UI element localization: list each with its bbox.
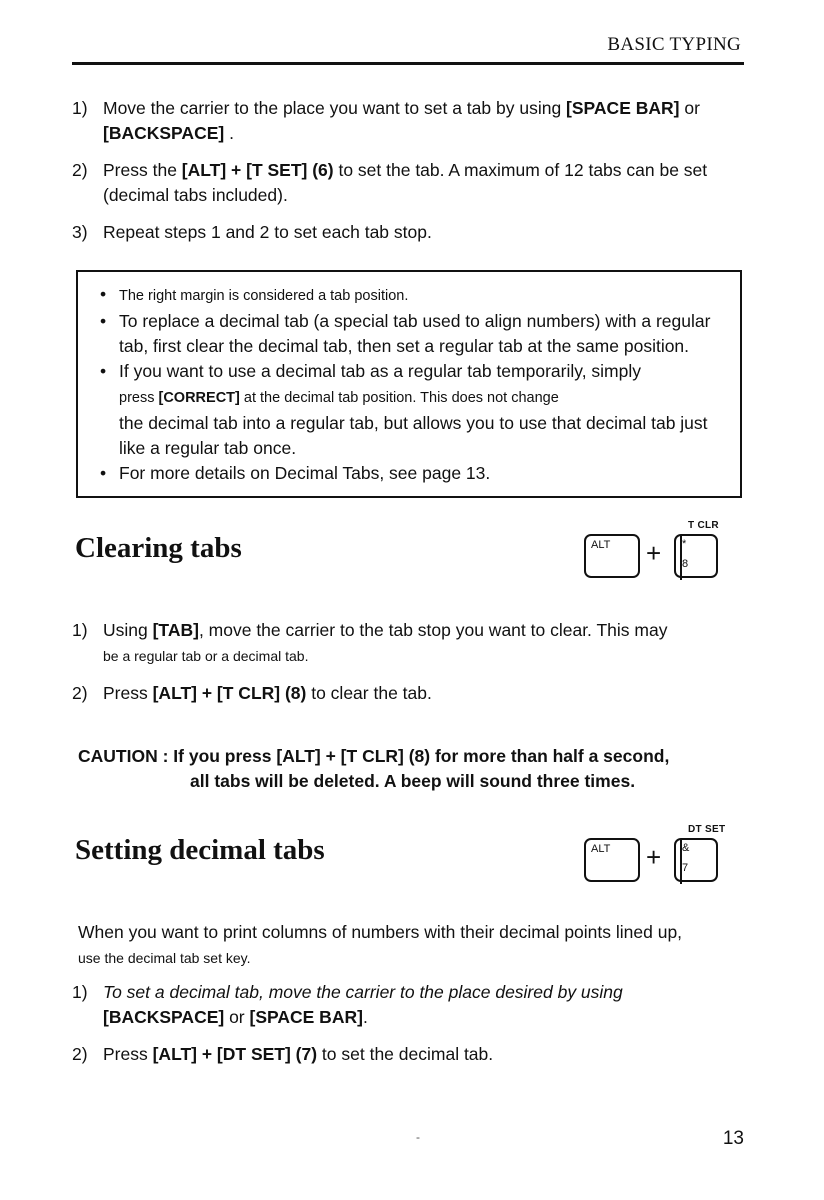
list-item <box>72 96 752 146</box>
note-text: at the decimal tab position. This does not change <box>239 390 559 406</box>
section-title-decimal: Setting decimal tabs <box>75 834 325 866</box>
key-reference: [SPACE BAR] <box>249 1007 363 1027</box>
alt-key-icon <box>584 534 640 578</box>
caution-text: all tabs will be deleted. A beep will sound three times. <box>190 771 636 791</box>
key-reference: [ALT] + [T CLR] (8) <box>152 683 307 703</box>
decimal-tab-steps <box>72 980 752 1067</box>
step-text: . <box>362 1007 368 1027</box>
step-text: be a regular tab or a decimal tab. <box>103 648 309 664</box>
key-combo-dt-set <box>584 824 744 886</box>
key-reference: [ALT] + [T SET] (6) <box>181 160 334 180</box>
step-text: Press the <box>103 160 182 180</box>
bullet: • <box>100 463 107 483</box>
caution-text: If you press [ALT] + [T CLR] (8) for more than half a second, <box>173 746 670 766</box>
key-label: & <box>682 842 690 854</box>
plus-sign: + <box>646 538 662 568</box>
key-reference: [SPACE BAR] <box>566 98 680 118</box>
clear-tab-steps <box>72 618 752 706</box>
caution-notice <box>78 744 768 794</box>
step-text: Using <box>103 620 153 640</box>
key-8-icon <box>674 534 718 578</box>
list-item <box>72 980 752 1030</box>
step-text: . <box>224 123 234 143</box>
list-item <box>100 309 730 359</box>
note-text: The right margin is considered a tab position. <box>119 288 409 304</box>
list-item <box>100 359 730 461</box>
running-header: BASIC TYPING <box>607 34 741 55</box>
note-text: For more details on Decimal Tabs, see page 13. <box>119 463 491 483</box>
list-item <box>72 158 752 208</box>
bullet: • <box>100 284 107 304</box>
step-number: 1) <box>72 98 88 118</box>
header-rule <box>72 62 744 65</box>
step-number: 1) <box>72 620 88 640</box>
list-item <box>72 618 752 669</box>
step-text: to clear the tab. <box>306 683 432 703</box>
step-text: or <box>679 98 700 118</box>
key-reference: [BACKSPACE] <box>103 123 225 143</box>
key-reference: [CORRECT] <box>158 390 240 406</box>
note-box <box>76 270 742 498</box>
step-text: To set a decimal tab, move the carrier to the place desired by using <box>103 982 623 1002</box>
step-text: or <box>224 1007 250 1027</box>
step-text: to set the tab. A maximum of 12 tabs can be set (decimal tabs included). <box>103 160 708 205</box>
key-label: ALT <box>591 539 611 551</box>
key-label: 8 <box>682 558 689 570</box>
section-title-clearing: Clearing tabs <box>75 532 242 564</box>
note-text: the decimal tab into a regular tab, but allows you to use that decimal tab just like a regular tab once. <box>119 413 708 458</box>
list-item <box>100 282 730 309</box>
note-text: If you want to use a decimal tab as a regular tab temporarily, simply <box>119 361 642 381</box>
step-number: 2) <box>72 160 88 180</box>
key-label: ALT <box>591 843 611 855</box>
key-reference: [ALT] + [DT SET] (7) <box>152 1044 318 1064</box>
key-label: * <box>682 538 687 550</box>
list-item <box>72 681 752 706</box>
intro-text: When you want to print columns of numbers with their decimal points lined up, <box>78 922 683 942</box>
decimal-intro <box>78 920 758 971</box>
set-tab-steps <box>72 96 752 245</box>
step-text: Move the carrier to the place you want to set a tab by using <box>103 98 567 118</box>
bullet: • <box>100 311 107 331</box>
step-text: , move the carrier to the tab stop you want to clear. This may <box>198 620 668 640</box>
key-reference: [BACKSPACE] <box>103 1007 225 1027</box>
step-text: Press <box>103 1044 153 1064</box>
step-number: 2) <box>72 683 88 703</box>
note-text: press <box>119 390 159 406</box>
intro-text: use the decimal tab set key. <box>78 950 251 966</box>
step-number: 2) <box>72 1044 88 1064</box>
step-text: to set the decimal tab. <box>317 1044 494 1064</box>
key-caption: DT SET <box>688 824 726 835</box>
list-item <box>72 1042 752 1067</box>
key-combo-t-clr <box>584 520 744 582</box>
step-number: 1) <box>72 982 88 1002</box>
page-number: 13 <box>722 1128 744 1149</box>
key-caption: T CLR <box>688 520 719 531</box>
key-7-icon <box>674 838 718 882</box>
footer-mark: - <box>416 1130 420 1144</box>
step-number: 3) <box>72 222 88 242</box>
key-label: 7 <box>682 862 689 874</box>
step-text: Repeat steps 1 and 2 to set each tab stop. <box>103 222 432 242</box>
plus-sign: + <box>646 842 662 872</box>
step-text: Press <box>103 683 153 703</box>
key-reference: [TAB] <box>152 620 199 640</box>
bullet: • <box>100 361 107 381</box>
list-item <box>72 220 752 245</box>
caution-label: CAUTION : <box>78 746 169 766</box>
alt-key-icon <box>584 838 640 882</box>
note-text: To replace a decimal tab (a special tab used to align numbers) with a regular tab, first clear the decimal tab, then set a regular tab at the same position. <box>119 311 711 356</box>
list-item <box>100 461 730 486</box>
